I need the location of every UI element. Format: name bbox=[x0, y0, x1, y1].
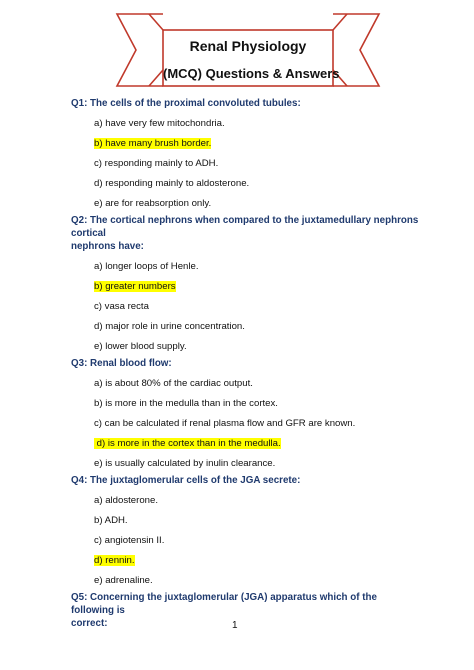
answer-option: c) angiotensin II. bbox=[94, 535, 165, 546]
title-banner bbox=[0, 0, 474, 100]
question-text: Q4: The juxtaglomerular cells of the JGA secrete: bbox=[71, 475, 301, 486]
answer-option: e) lower blood supply. bbox=[94, 341, 187, 352]
question-block-1 bbox=[71, 97, 421, 214]
answer-option-correct: b) have many brush border. bbox=[94, 138, 212, 149]
answer-option: c) vasa recta bbox=[94, 301, 149, 312]
answer-option: e) are for reabsorption only. bbox=[94, 198, 212, 209]
answer-option: e) is usually calculated by inulin clearance. bbox=[94, 458, 276, 469]
question-text: Q1: The cells of the proximal convoluted tubules: bbox=[71, 98, 301, 109]
banner-subtitle: (MCQ) Questions & Answers bbox=[163, 66, 340, 81]
answer-option: a) have very few mitochondria. bbox=[94, 118, 225, 129]
answer-option: a) longer loops of Henle. bbox=[94, 261, 199, 272]
question-block-5 bbox=[71, 591, 421, 630]
answer-option: b) is more in the medulla than in the cortex. bbox=[94, 398, 278, 409]
answer-option: d) major role in urine concentration. bbox=[94, 321, 245, 332]
answer-option-correct: d) is more in the cortex than in the medulla. bbox=[94, 438, 281, 449]
answer-option-correct: b) greater numbers bbox=[94, 281, 176, 292]
answer-option: c) can be calculated if renal plasma flow and GFR are known. bbox=[94, 418, 356, 429]
answer-option: e) adrenaline. bbox=[94, 575, 153, 586]
question-text: Q5: Concerning the juxtaglomerular (JGA) apparatus which of the following is correct: bbox=[71, 592, 377, 629]
answer-option-correct: d) rennin. bbox=[94, 555, 135, 566]
question-text: Q3: Renal blood flow: bbox=[71, 358, 172, 369]
banner-title: Renal Physiology bbox=[189, 38, 307, 54]
answer-option: b) ADH. bbox=[94, 515, 128, 526]
question-block-2 bbox=[71, 214, 421, 357]
question-block-3 bbox=[71, 357, 421, 474]
answer-option: a) aldosterone. bbox=[94, 495, 158, 506]
answer-option: c) responding mainly to ADH. bbox=[94, 158, 219, 169]
question-block-4 bbox=[71, 474, 421, 591]
page-number: 1 bbox=[232, 620, 238, 631]
answer-option: a) is about 80% of the cardiac output. bbox=[94, 378, 253, 389]
question-text: Q2: The cortical nephrons when compared to the juxtamedullary nephrons cortical nephrons have: bbox=[71, 215, 419, 252]
answer-option: d) responding mainly to aldosterone. bbox=[94, 178, 250, 189]
mcq-content bbox=[71, 97, 421, 630]
